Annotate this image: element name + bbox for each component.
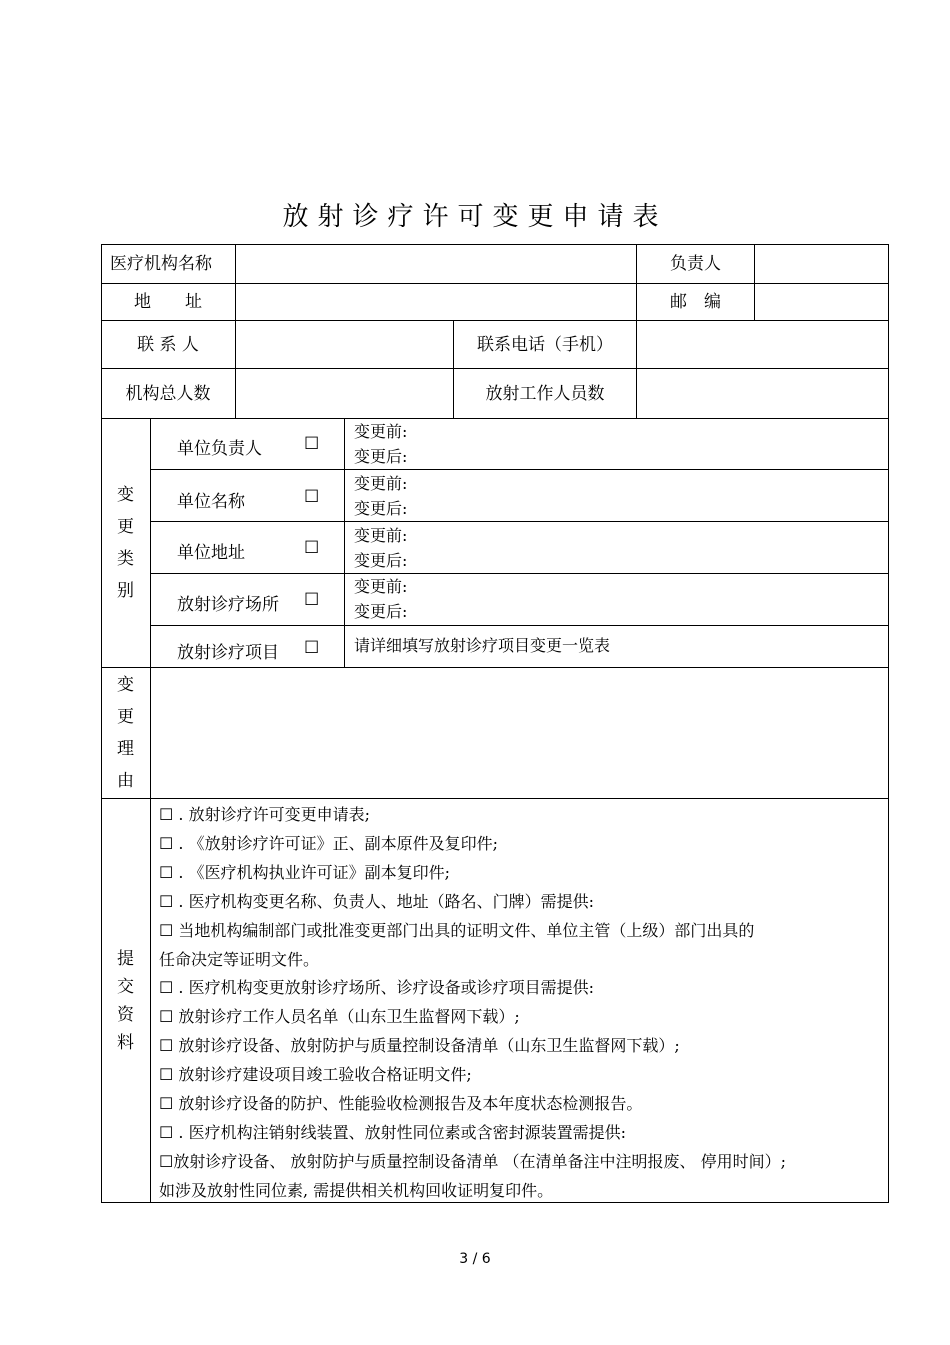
radiation-staff-label: 放射工作人员数 bbox=[485, 383, 605, 404]
submitted-materials-list bbox=[159, 801, 887, 1206]
row-divider bbox=[150, 573, 889, 574]
change-type-site-label: 放射诊疗场所 bbox=[177, 595, 279, 615]
application-form-table bbox=[101, 244, 889, 1203]
phone-label: 联系电话（手机） bbox=[477, 334, 613, 355]
change-type-project-label: 放射诊疗项目 bbox=[177, 643, 279, 663]
label-char: 交 bbox=[117, 976, 134, 997]
material-item[interactable]: ☐ 放射诊疗工作人员名单（山东卫生监督网下载）; bbox=[159, 1007, 520, 1027]
material-item-continuation: 如涉及放射性同位素, 需提供相关机构回收证明复印件。 bbox=[159, 1180, 554, 1200]
material-item[interactable]: ☐ . 《医疗机构执业许可证》副本复印件; bbox=[159, 862, 450, 882]
change-reason-field[interactable] bbox=[151, 668, 888, 798]
after-label: 变更后: bbox=[354, 499, 408, 518]
row-divider bbox=[150, 521, 889, 522]
label-char: 由 bbox=[117, 771, 134, 791]
after-label: 变更后: bbox=[354, 602, 408, 621]
submitted-materials-label bbox=[101, 799, 150, 1202]
label-char: 资 bbox=[117, 1004, 134, 1025]
table-border-right bbox=[888, 244, 889, 1203]
change-type-site-checkbox[interactable]: ☐ bbox=[304, 590, 320, 610]
material-item-continuation: 任命决定等证明文件。 bbox=[159, 949, 320, 969]
person-in-charge-label: 负责人 bbox=[670, 254, 721, 274]
label-char: 理 bbox=[117, 739, 134, 759]
label-char: 料 bbox=[117, 1032, 134, 1053]
contact-field[interactable] bbox=[236, 321, 453, 368]
radiation-staff-field[interactable] bbox=[637, 369, 888, 418]
address-label: 地 址 bbox=[134, 292, 202, 312]
label-char: 别 bbox=[117, 580, 134, 601]
section-divider bbox=[101, 798, 889, 799]
change-type-unit-name-checkbox[interactable]: ☐ bbox=[304, 487, 320, 507]
change-reason-label bbox=[101, 668, 150, 798]
before-label: 变更前: bbox=[354, 422, 408, 441]
label-char: 提 bbox=[117, 948, 134, 969]
material-item[interactable]: ☐ . 医疗机构变更放射诊疗场所、诊疗设备或诊疗项目需提供: bbox=[159, 978, 594, 998]
phone-field[interactable] bbox=[637, 321, 888, 368]
change-type-unit-head-label: 单位负责人 bbox=[177, 439, 262, 459]
material-item[interactable]: ☐ 放射诊疗设备、放射防护与质量控制设备清单（山东卫生监督网下载）; bbox=[159, 1036, 680, 1056]
after-label: 变更后: bbox=[354, 447, 408, 466]
page-number: 3 / 6 bbox=[459, 1251, 491, 1267]
row-divider bbox=[150, 469, 889, 470]
project-change-note: 请详细填写放射诊疗项目变更一览表 bbox=[354, 636, 611, 655]
material-item[interactable]: ☐ . 放射诊疗许可变更申请表; bbox=[159, 805, 370, 824]
label-char: 更 bbox=[117, 516, 134, 537]
total-staff-label: 机构总人数 bbox=[125, 383, 211, 404]
institution-name-field[interactable] bbox=[236, 245, 636, 283]
postcode-label: 邮 编 bbox=[670, 292, 721, 312]
material-item[interactable]: ☐ . 《放射诊疗许可证》正、副本原件及复印件; bbox=[159, 833, 498, 853]
change-type-unit-head-checkbox[interactable]: ☐ bbox=[304, 434, 320, 454]
address-field[interactable] bbox=[236, 284, 636, 320]
material-item[interactable]: ☐ 放射诊疗设备的防护、性能验收检测报告及本年度状态检测报告。 bbox=[159, 1094, 643, 1114]
form-title: 放射诊疗许可变更申请表 bbox=[282, 202, 668, 232]
before-label: 变更前: bbox=[354, 577, 408, 596]
total-staff-field[interactable] bbox=[236, 369, 453, 418]
change-type-unit-address-checkbox[interactable]: ☐ bbox=[304, 538, 320, 558]
postcode-field[interactable] bbox=[755, 284, 888, 320]
before-label: 变更前: bbox=[354, 474, 408, 493]
label-char: 变 bbox=[117, 484, 134, 505]
material-item[interactable]: ☐放射诊疗设备、 放射防护与质量控制设备清单 （在清单备注中注明报废、 停用时间）; bbox=[159, 1151, 786, 1171]
person-in-charge-field[interactable] bbox=[755, 245, 888, 283]
material-item[interactable]: ☐ . 医疗机构注销射线装置、放射性同位素或含密封源装置需提供: bbox=[159, 1122, 626, 1142]
contact-label: 联 系 人 bbox=[137, 334, 199, 355]
column-divider bbox=[344, 418, 345, 667]
label-column-divider bbox=[150, 418, 151, 1203]
change-category-label bbox=[101, 418, 150, 667]
row-divider bbox=[150, 625, 889, 626]
material-item[interactable]: ☐ 放射诊疗建设项目竣工验收合格证明文件; bbox=[159, 1065, 472, 1085]
change-type-unit-name-label: 单位名称 bbox=[177, 492, 245, 512]
change-type-unit-address-label: 单位地址 bbox=[177, 543, 245, 563]
label-char: 更 bbox=[117, 707, 134, 727]
material-item[interactable]: ☐ 当地机构编制部门或批准变更部门出具的证明文件、单位主管（上级）部门出具的 bbox=[159, 920, 755, 940]
label-char: 变 bbox=[117, 675, 134, 695]
change-type-project-checkbox[interactable]: ☐ bbox=[304, 638, 320, 658]
before-label: 变更前: bbox=[354, 526, 408, 545]
material-item[interactable]: ☐ . 医疗机构变更名称、负责人、地址（路名、门牌）需提供: bbox=[159, 891, 594, 911]
institution-name-label: 医疗机构名称 bbox=[110, 254, 212, 274]
row-divider bbox=[101, 418, 889, 419]
label-char: 类 bbox=[117, 548, 134, 569]
after-label: 变更后: bbox=[354, 551, 408, 570]
